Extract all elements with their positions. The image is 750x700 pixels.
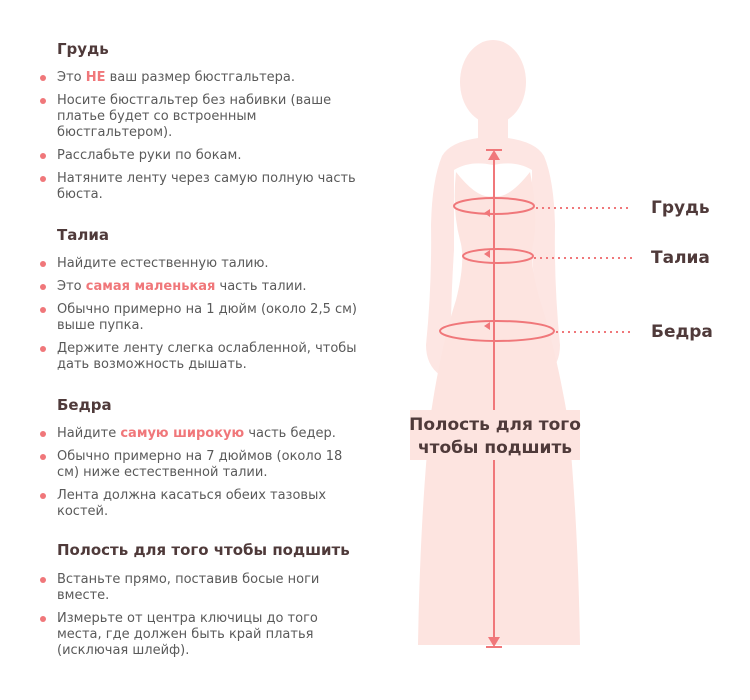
- list-item: Расслабьте руки по бокам.: [40, 148, 360, 164]
- hips-title: Бедра: [57, 396, 112, 414]
- highlight-text: самая маленькая: [85, 279, 216, 294]
- hem-label: Полость для того чтобы подшить: [409, 415, 581, 458]
- waist-title: Талиа: [57, 226, 109, 244]
- waist-label: Талиа: [651, 248, 710, 268]
- list-item: Это самая маленькая часть талии.: [40, 279, 360, 295]
- hem-title: Полость для того чтобы подшить: [57, 541, 350, 559]
- list-item: Найдите самую широкую часть бедер.: [40, 426, 360, 442]
- list-item: Носите бюстгальтер без набивки (ваше платье будет со встроенным бюстгальтером).: [40, 93, 360, 141]
- list-item: Обычно примерно на 1 дюйм (около 2,5 см) выше пупка.: [40, 302, 360, 334]
- highlight-text: самую широкую: [120, 426, 245, 441]
- list-item: Встаньте прямо, поставив босые ноги вместе.: [40, 572, 360, 604]
- list-item: Натяните ленту через самую полную часть бюста.: [40, 171, 360, 203]
- highlight-text: НЕ: [85, 70, 106, 85]
- list-item: Обычно примерно на 7 дюймов (около 18 см) ниже естественной талии.: [40, 449, 360, 481]
- hips-label: Бедра: [651, 322, 713, 342]
- list-item: Лента должна касаться обеих тазовых костей.: [40, 488, 360, 520]
- list-item: Держите ленту слегка ослабленной, чтобы дать возможность дышать.: [40, 341, 360, 373]
- list-item: Это НЕ ваш размер бюстгальтера.: [40, 70, 360, 86]
- list-item: Найдите естественную талию.: [40, 256, 360, 272]
- bust-label: Грудь: [651, 198, 710, 218]
- bust-title: Грудь: [57, 40, 109, 58]
- list-item: Измерьте от центра ключицы до того места, где должен быть край платья (исключая шлейф).: [40, 611, 360, 659]
